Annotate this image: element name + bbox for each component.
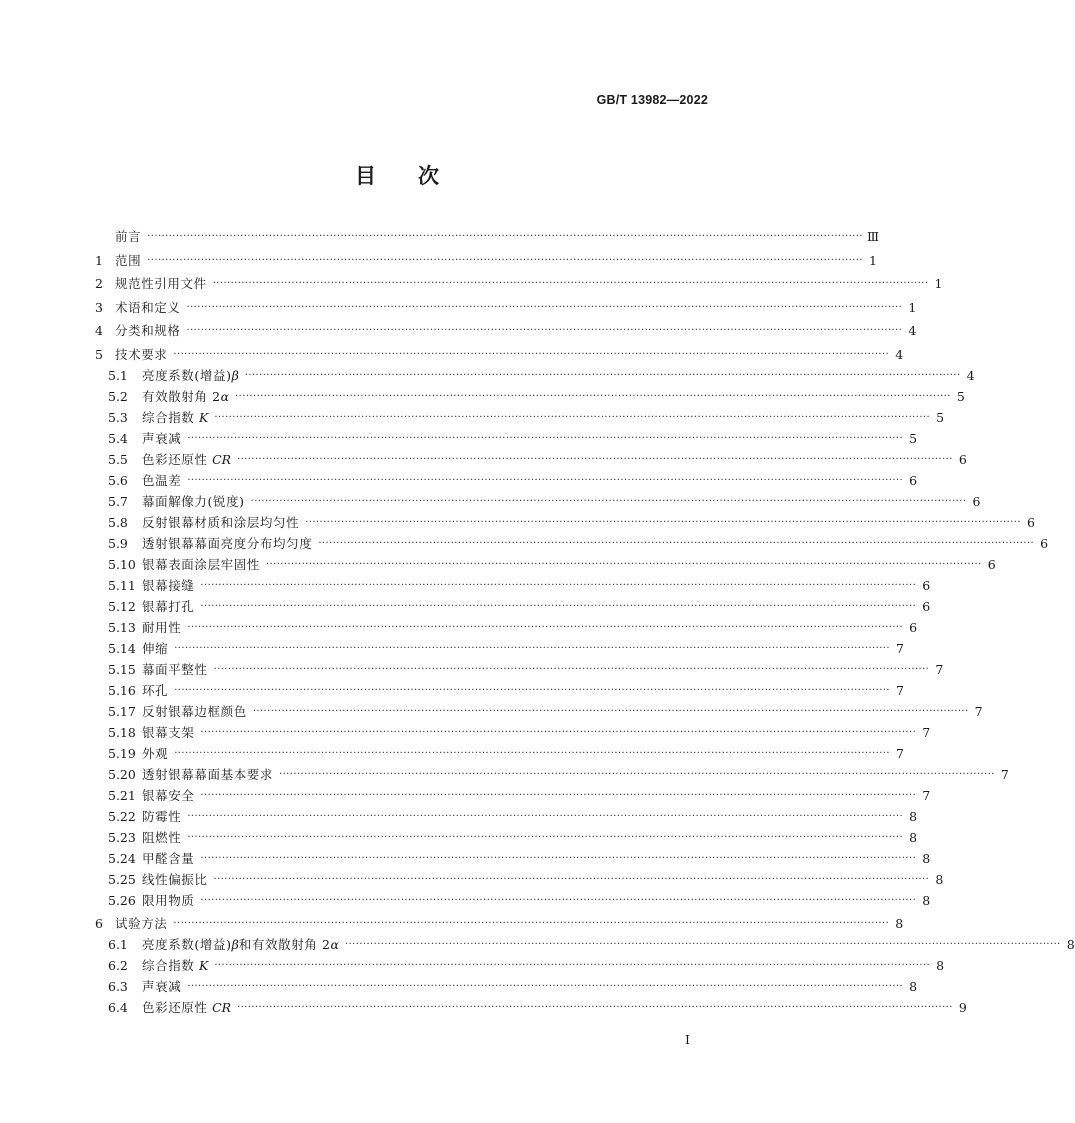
toc-entry-page: 8 — [922, 892, 931, 908]
toc-entry-title-text: 规范性引用文件 — [115, 276, 207, 291]
toc-entry-number: 5.23 — [108, 829, 136, 845]
toc-entry[interactable] — [95, 470, 918, 491]
toc-entry-title-text: 亮度系数(增益) — [142, 937, 232, 952]
dot-leader: ········································································································································································································ — [212, 278, 929, 289]
toc-entry-title — [142, 365, 239, 386]
toc-entry-number: 5.1 — [108, 367, 128, 383]
toc-entry-title — [115, 297, 181, 318]
toc-entry-symbol: β — [231, 367, 239, 383]
toc-entry[interactable] — [95, 997, 967, 1018]
toc-entry[interactable] — [95, 554, 996, 575]
toc-entry-title-text: 色彩还原性 — [142, 1000, 213, 1015]
dot-leader: ········································································································································································································ — [318, 537, 1035, 549]
dot-leader: ········································································································································································································ — [200, 852, 917, 864]
toc-entry-number: 6.2 — [108, 958, 128, 973]
toc-entry-number: 3 — [95, 299, 103, 315]
toc-entry-number: 5.9 — [108, 535, 128, 551]
toc-entry-page: 6 — [909, 619, 918, 635]
toc-entry-title — [115, 273, 207, 294]
toc-entry-number: 5.6 — [108, 472, 128, 488]
toc-entry-number: 6.4 — [108, 1000, 128, 1015]
toc-entry-number: 5.14 — [108, 640, 136, 656]
toc-entry[interactable] — [95, 680, 904, 701]
toc-entry-number: 5.26 — [108, 892, 136, 908]
toc-entry-page: 5 — [956, 388, 965, 404]
toc-entry[interactable] — [95, 638, 904, 659]
toc-entry-title — [115, 913, 167, 934]
dot-leader: ········································································································································································································ — [214, 960, 931, 971]
title-char-2: 次 — [418, 164, 439, 188]
page-number: I — [685, 1032, 690, 1047]
toc-entry-title — [115, 226, 141, 247]
toc-entry-page: 8 — [922, 850, 931, 866]
toc-entry-title — [142, 827, 181, 848]
toc-entry-number: 5.12 — [108, 598, 136, 614]
toc-entry-page: 8 — [936, 958, 945, 973]
toc-entry-title — [142, 764, 273, 785]
toc-entry[interactable] — [95, 512, 1035, 533]
toc-entry-title-text: 透射银幕幕面亮度分布均匀度 — [142, 535, 313, 551]
table-of-contents — [95, 226, 1075, 1018]
toc-entry-title — [142, 806, 181, 827]
dot-leader: ········································································································································································································ — [252, 705, 969, 717]
toc-entry-title — [142, 491, 245, 512]
toc-entry-title-text: 阻燃性 — [142, 829, 182, 845]
toc-entry-page: 7 — [896, 745, 904, 761]
toc-entry-number: 2 — [95, 276, 103, 291]
toc-entry-page: 8 — [1066, 937, 1075, 952]
toc-entry-page: 7 — [935, 661, 944, 677]
toc-entry-title — [115, 250, 141, 271]
toc-entry-page: 7 — [1000, 766, 1009, 782]
toc-entry-title-text: 耐用性 — [142, 619, 182, 635]
toc-entry[interactable] — [95, 533, 1049, 554]
toc-entry-page: 6 — [922, 598, 931, 614]
toc-entry-page: 4 — [895, 346, 904, 362]
toc-entry[interactable] — [95, 869, 944, 890]
toc-entry[interactable] — [95, 913, 904, 934]
toc-entry-title-text: 反射银幕材质和涂层均匀性 — [142, 514, 300, 530]
toc-entry-title-text: 综合指数 — [142, 409, 199, 425]
toc-entry[interactable] — [95, 365, 975, 386]
toc-entry-title — [142, 934, 339, 955]
toc-entry-number: 5.2 — [108, 388, 128, 404]
toc-entry-title — [142, 554, 260, 575]
toc-entry[interactable] — [95, 890, 931, 911]
toc-entry-page: 6 — [909, 472, 918, 488]
dot-leader: ········································································································································································································ — [186, 301, 903, 313]
dot-leader: ········································································································································································································ — [213, 663, 930, 675]
toc-entry-symbol: CR — [212, 451, 232, 467]
toc-entry-number: 6.1 — [108, 937, 128, 952]
dot-leader: ········································································································································································································ — [214, 411, 931, 423]
toc-entry[interactable] — [95, 743, 904, 764]
toc-entry-number: 5.21 — [108, 787, 136, 803]
toc-entry-title-text: 外观 — [142, 745, 169, 761]
toc-entry-title-text: 银幕接缝 — [142, 577, 195, 593]
toc-entry-title-text: 幕面解像力(锐度) — [142, 493, 245, 509]
dot-leader: ········································································································································································································ — [237, 453, 953, 465]
toc-entry-title-text: 线性偏振比 — [142, 871, 208, 887]
toc-entry-number: 5.16 — [108, 682, 136, 698]
toc-entry-number: 5.17 — [108, 703, 136, 719]
dot-leader: ········································································································································································································ — [237, 1002, 953, 1013]
toc-entry[interactable] — [95, 491, 981, 512]
toc-entry-page: 8 — [909, 829, 918, 845]
dot-leader: ········································································································································································································ — [173, 348, 890, 360]
toc-entry-number: 5.19 — [108, 745, 136, 761]
toc-entry-page: 7 — [922, 724, 931, 740]
toc-entry-page: 5 — [936, 409, 945, 425]
toc-entry[interactable] — [95, 955, 945, 976]
toc-entry-number: 5.8 — [108, 514, 128, 530]
toc-entry-title-text: 有效散射角 2 — [142, 388, 221, 404]
toc-entry-title — [142, 617, 181, 638]
toc-entry[interactable] — [95, 320, 917, 341]
toc-entry[interactable] — [95, 617, 918, 638]
toc-entry-number: 5 — [95, 346, 103, 362]
toc-entry[interactable] — [95, 722, 931, 743]
toc-entry-page: 5 — [909, 430, 918, 446]
dot-leader: ········································································································································································································ — [147, 254, 863, 266]
toc-entry-page: 8 — [909, 808, 918, 824]
toc-entry-number: 5.20 — [108, 766, 136, 782]
toc-entry[interactable] — [95, 344, 904, 365]
toc-entry-title — [142, 575, 194, 596]
dot-leader: ········································································································································································································ — [279, 768, 995, 780]
toc-entry-title-text: 亮度系数(增益) — [142, 367, 232, 383]
toc-entry-title — [142, 407, 208, 428]
toc-entry[interactable] — [95, 596, 931, 617]
toc-entry-page: 8 — [895, 916, 904, 931]
toc-entry-title-text: 综合指数 — [142, 958, 199, 973]
toc-entry-page: 9 — [958, 1000, 967, 1015]
toc-entry-title — [115, 320, 181, 341]
toc-entry-title — [142, 659, 208, 680]
toc-entry-title — [142, 743, 168, 764]
toc-entry-page: 7 — [974, 703, 983, 719]
toc-entry[interactable] — [95, 934, 1075, 955]
toc-entry-number: 1 — [95, 252, 103, 268]
toc-entry-page: 6 — [1040, 535, 1049, 551]
dot-leader: ········································································································································································································ — [235, 390, 951, 402]
toc-entry-title-text: 和有效散射角 2 — [238, 937, 331, 952]
toc-entry-number: 5.22 — [108, 808, 136, 824]
page-title — [0, 160, 794, 190]
toc-entry-title — [142, 680, 168, 701]
toc-entry-symbol: α — [330, 937, 339, 952]
toc-entry-title — [142, 997, 231, 1018]
toc-entry-title — [142, 848, 194, 869]
toc-entry[interactable] — [95, 976, 918, 997]
dot-leader: ········································································································································································································ — [187, 981, 904, 992]
toc-entry-page: 1 — [908, 299, 917, 315]
title-char-1: 目 — [355, 164, 376, 188]
dot-leader: ········································································································································································································ — [147, 231, 863, 242]
toc-entry-symbol: K — [198, 958, 209, 973]
toc-entry-title — [142, 638, 168, 659]
toc-entry[interactable] — [95, 449, 967, 470]
dot-leader: ········································································································································································································ — [174, 642, 890, 654]
toc-entry-number: 5.4 — [108, 430, 128, 446]
toc-entry-page: 6 — [972, 493, 981, 509]
toc-entry-number: 5.15 — [108, 661, 136, 677]
toc-entry-number: 5.25 — [108, 871, 136, 887]
toc-entry-number: 5.13 — [108, 619, 136, 635]
toc-entry-page: 6 — [922, 577, 931, 593]
toc-entry-title — [142, 386, 229, 407]
toc-entry-number: 5.18 — [108, 724, 136, 740]
toc-entry-title — [142, 428, 181, 449]
toc-entry-title-text: 色温差 — [142, 472, 182, 488]
dot-leader: ········································································································································································································ — [186, 325, 903, 336]
toc-entry-page: 7 — [896, 682, 904, 698]
toc-entry-number: 5.11 — [108, 577, 136, 593]
toc-entry[interactable] — [95, 701, 983, 722]
dot-leader: ········································································································································································································ — [174, 747, 890, 759]
toc-entry-number: 5.5 — [108, 451, 128, 467]
dot-leader: ········································································································································································································ — [187, 432, 904, 444]
toc-entry-title — [142, 533, 312, 554]
toc-entry[interactable] — [95, 428, 918, 449]
toc-entry[interactable] — [95, 297, 917, 318]
toc-entry-title-text: 银幕支架 — [142, 724, 195, 740]
toc-entry-title — [142, 890, 194, 911]
toc-entry-page: 4 — [966, 367, 975, 383]
dot-leader: ········································································································································································································ — [250, 495, 967, 507]
toc-entry-title-text: 分类和规格 — [115, 323, 181, 338]
toc-entry[interactable] — [95, 575, 931, 596]
toc-entry-symbol: CR — [212, 1000, 232, 1015]
toc-entry-title — [142, 470, 181, 491]
toc-entry-page: 7 — [896, 640, 904, 656]
dot-leader: ········································································································································································································ — [187, 621, 904, 633]
toc-entry[interactable] — [95, 848, 931, 869]
toc-entry-title-text: 透射银幕幕面基本要求 — [142, 766, 274, 782]
toc-entry-title — [142, 869, 208, 890]
toc-entry[interactable] — [95, 407, 945, 428]
toc-entry-page: 7 — [922, 787, 931, 803]
toc-entry-title-text: 银幕表面涂层牢固性 — [142, 556, 260, 572]
dot-leader: ········································································································································································································ — [173, 918, 890, 929]
toc-entry-title — [115, 344, 167, 365]
toc-entry-page: 1 — [869, 252, 877, 268]
toc-entry-page: 1 — [934, 276, 943, 291]
dot-leader: ········································································································································································································ — [187, 474, 904, 486]
toc-entry-page: 6 — [1027, 514, 1035, 530]
toc-entry[interactable] — [95, 250, 877, 271]
toc-entry-title-text: 技术要求 — [115, 346, 168, 362]
toc-entry-title-text: 试验方法 — [115, 916, 168, 931]
toc-entry[interactable] — [95, 764, 1009, 785]
toc-entry-page: 6 — [958, 451, 967, 467]
toc-entry-title-text: 范围 — [115, 252, 142, 268]
dot-leader: ········································································································································································································ — [265, 558, 982, 570]
toc-entry-title — [142, 701, 247, 722]
toc-entry-title-text: 环孔 — [142, 682, 169, 698]
toc-entry-symbol: β — [231, 937, 239, 952]
toc-entry-number: 6.3 — [108, 979, 128, 994]
toc-entry-number: 6 — [95, 916, 103, 931]
toc-entry-page: 8 — [935, 871, 944, 887]
toc-entry-title-text: 银幕安全 — [142, 787, 195, 803]
dot-leader: ········································································································································································································ — [200, 789, 917, 801]
toc-entry-title-text: 限用物质 — [142, 892, 195, 908]
toc-entry-number: 5.7 — [108, 493, 128, 509]
toc-entry[interactable] — [95, 386, 965, 407]
toc-entry-title-text: 声衰减 — [142, 430, 182, 446]
toc-entry-title — [142, 596, 194, 617]
toc-entry[interactable] — [95, 806, 918, 827]
toc-entry-title-text: 术语和定义 — [115, 299, 181, 315]
toc-entry-title-text: 银幕打孔 — [142, 598, 195, 614]
dot-leader: ········································································································································································································ — [174, 684, 890, 696]
standard-code: GB/T 13982—2022 — [596, 93, 708, 107]
dot-leader: ········································································································································································································ — [200, 600, 917, 612]
toc-entry-title-text: 声衰减 — [142, 979, 182, 994]
toc-entry[interactable] — [95, 785, 931, 806]
toc-entry-title — [142, 512, 299, 533]
toc-entry[interactable] — [95, 659, 944, 680]
dot-leader: ········································································································································································································ — [200, 894, 917, 906]
toc-entry-title-text: 前言 — [115, 229, 142, 244]
dot-leader: ········································································································································································································ — [200, 579, 917, 591]
dot-leader: ········································································································································································································ — [305, 516, 1021, 528]
toc-entry-title-text: 防霉性 — [142, 808, 182, 824]
dot-leader: ········································································································································································································ — [244, 369, 961, 381]
dot-leader: ········································································································································································································ — [213, 873, 930, 885]
dot-leader: ········································································································································································································ — [344, 939, 1061, 950]
toc-entry-symbol: α — [220, 388, 230, 404]
toc-entry-title-text: 伸缩 — [142, 640, 169, 656]
dot-leader: ········································································································································································································ — [187, 831, 904, 843]
toc-entry-symbol: K — [198, 409, 209, 425]
toc-entry-number: 5.24 — [108, 850, 136, 866]
toc-entry-title — [142, 449, 231, 470]
toc-entry-title-text: 幕面平整性 — [142, 661, 208, 677]
dot-leader: ········································································································································································································ — [187, 810, 904, 822]
toc-entry-title — [142, 722, 194, 743]
toc-entry-number: 4 — [95, 323, 103, 338]
toc-entry[interactable] — [95, 273, 943, 294]
toc-entry-title — [142, 785, 194, 806]
toc-entry[interactable] — [95, 827, 918, 848]
toc-entry-title-text: 甲醛含量 — [142, 850, 195, 866]
toc-entry-page: Ⅲ — [866, 229, 880, 244]
toc-entry-title-text: 反射银幕边框颜色 — [142, 703, 247, 719]
toc-entry-title-text: 色彩还原性 — [142, 451, 213, 467]
toc-entry-number: 5.3 — [108, 409, 128, 425]
toc-entry-title — [142, 976, 181, 997]
toc-entry-page: 6 — [987, 556, 996, 572]
toc-entry-number: 5.10 — [108, 556, 136, 572]
toc-entry-title — [142, 955, 208, 976]
toc-entry-page: 8 — [909, 979, 918, 994]
toc-entry-page: 4 — [908, 323, 917, 338]
toc-entry[interactable] — [95, 226, 880, 247]
dot-leader: ········································································································································································································ — [200, 726, 917, 738]
